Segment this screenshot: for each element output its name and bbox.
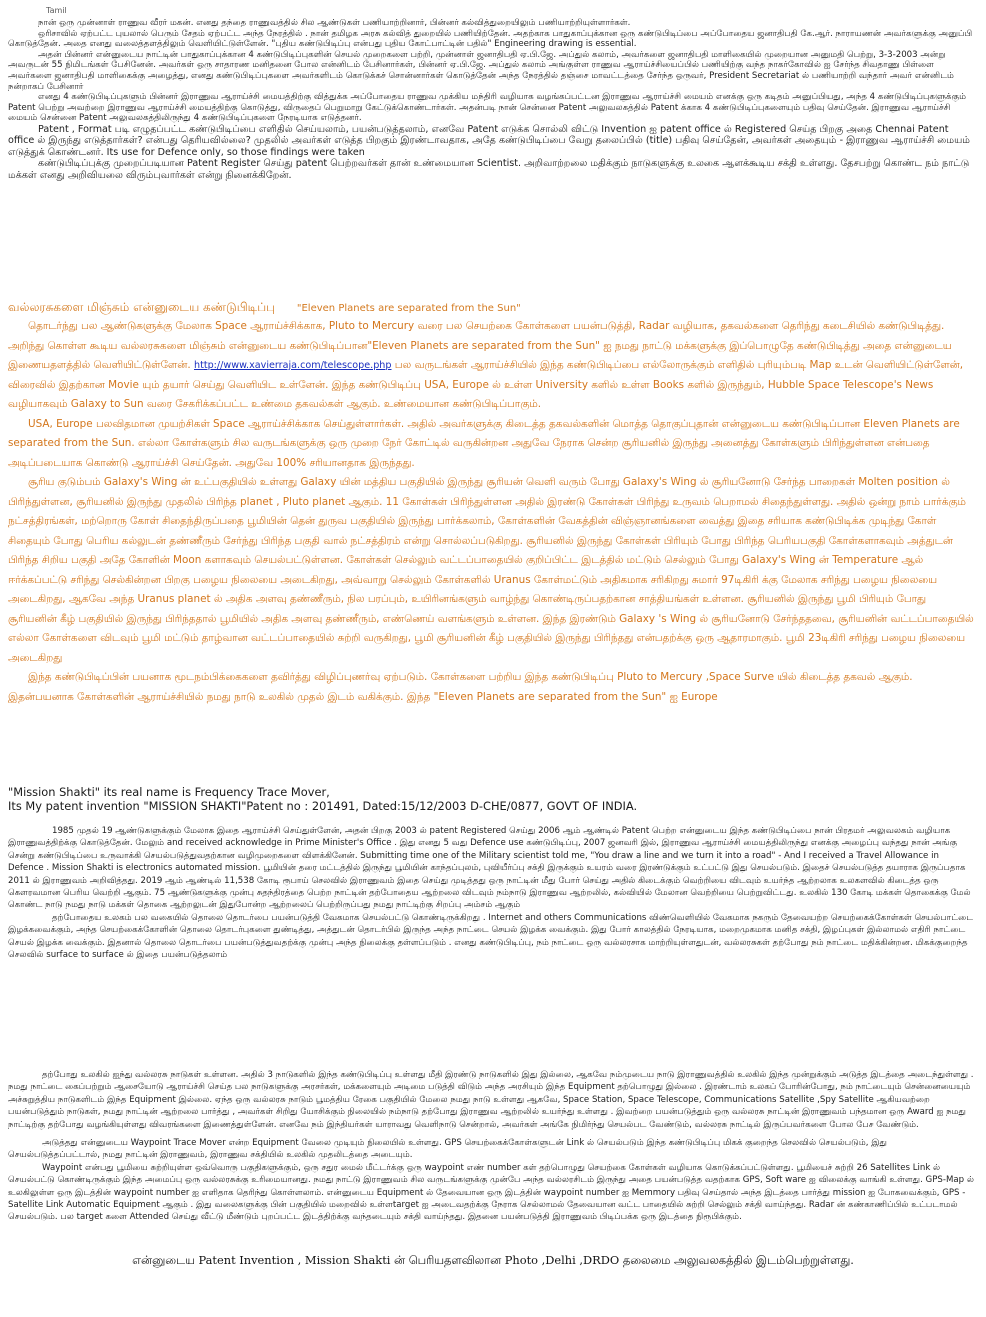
mission-section-continued: [8, 1069, 976, 1317]
intro-paragraph-4: எனது 4 கண்டுபிடிப்புகளும் பின்னர் இராணுவ ஆராய்ச்சி மையத்திற்கு வித்துக்க அப்போதைய ராணுவ முக்கிய மந்திரி வழியாக வழங்கப்பட்டன இராணுவ ஆராய்ச்சி மையம் எனக்கு ஒரு கடிதம் அனுப்பியது, அந்த 4 கண்டுபிடிப்புகளுக்கும் Patent பெற்று அவற்றை இராணுவ ஆராய்ச்சி மையத்திற்கு கொடுத்து, விருதைப் பெறுமாறு கேட்டுக்கொண்டார்கள். அதன்படி நான் சென்னை Patent அலுவலகத்தில் Patent க்காக 4 கண்டுபிடிப்புகளையும் பதிவு செய்தேன். இராணுவ ஆராய்ச்சி மையம் சென்னை Patent அலுவலகத்திலிருந்து 4 கண்டுபிடிப்புகளை நேரடியாக எடுத்தனர்.: [8, 92, 967, 124]
intro-paragraph-1: நான் ஒரு முன்னாள் ராணுவ வீரர் மகன். எனது தந்தை ராணுவத்தில் சில ஆண்டுகள் பணியாற்றினார், பின்னர் கல்வித்துறையிலும் பணியாற்றியுள்ளார்கள்.: [38, 18, 631, 28]
intro-paragraph-2: ஒரிசாவில் ஏற்பட்ட புயலால் பெரும் சேதம் ஏற்பட்ட அந்த நேரத்தில் . நான் தமிழக அரசு கல்வித் துறையில் பணியிற்தேன். அதற்காக பாதுகாப்புக்கான ஒரு கண்டுபிடிப்பை அப்போதைய ஜனாதிபதி கே.ஆர். நாராயணன் அவர்களுக்கு அனுப்பி கொடுத்தேன். அதை எனது வலைத்தளத்திலும் வெளியிட்டுள்ளேன். "புதிய கண்டுபிடிப்பு என்பது புதிய கோட்பாட்டின் பதில்" Engineering drawing is essential.: [8, 28, 973, 50]
intro-paragraph-6: கண்டுபிடிப்புக்கு முறைப்படியான Patent Register செய்து patent பெற்றவர்கள் தான் உண்மையான Scientist. அறிவாற்றலை மதிக்கும் நாடுகளுக்கு உலகை ஆளக்கூடிய சக்தி உள்ளது. தேசபற்று கொண்ட நம் நாட்டு மக்கள் எனது அறிவியலை விரும்புவார்கள் என்று நினைக்கிறேன்.: [8, 158, 970, 181]
spacer: [8, 813, 976, 825]
mission-paragraph-3: தற்போது உலகில் ஐந்து வல்லரசு நாடுகள் உள்ளன. அதில் 3 நாடுகளில் இந்த கண்டுபிடிப்பு உள்ளது மீதி இரண்டு நாடுகளில் இது இல்லை, ஆகவே நம்முடைய நாடு இராணுவத்தில் உலகில் இந்த முன்றுக்கும் அடுத்த இடத்தை அடைந்துள்ளது . நமது நாட்டை கைப்பற்றும் ஆசையோடு ஆராய்ச்சி செய்த பல நாடுகளுக்கு அரசர்கள், மக்களையும் அடிமை படுத்தி விடும் அந்த அரசியும் இந்த Equipment தற்பொழுது இல்லை . இரண்டாம் உலகப் போரின்போது, நம் நாட்டையும் சென்னையையும் அச்சுறுத்திய நாடுகளிடம் இந்த Equipment இல்லை. ஏந்த ஒரு வல்லரசு நாடும் பூமத்திய ரேகை பகுதியில் மேலை நமது நாடு உள்ளது ஆகவே, Space Station, Space Telescope, Communications Satellite ,Spy Satellite ஆகியவற்றை பயன்படுத்தும் நாடுகள், நமது நாட்டின் ஆற்றலை பார்த்து , அவர்கள் சிறிது யோசிக்கும் நிலையில் நம்நாடு தற்போது இராணுவ ஆற்றலில் உயர்ந்து உள்ளது . இவற்றை பயன்படுத்தும் ஒரு வல்லரசு நாட்டின் இராணுவம் பந்தமான ஒரு Award ஐ நமது நாட்டிற்கு தற்போது வழங்கியுள்ளது விவரங்களை இணைத்துள்ளேன். எனவே நம் இந்தியர்கள் யாராவது வெளிநாடு சென்றால், அவர்கள் அங்கே நிமிர்ந்து செயல்பட வேண்டும், வல்லரசு நாட்டில் இருப்பவர்களை போல பேச வேண்டும்.: [8, 1070, 974, 1130]
planets-paragraph-3: சூரிய குடும்பம் Galaxy's Wing ன் உட்பகுதியில் உள்ளது Galaxy யின் மத்திய பகுதியில் இருந்து சூரியன் வெளி வரும் போது Galaxy's Wing ல் சூரியனோடு சேர்ந்த பாறைகள் Molten position ல் பிரிந்துள்ளன, சூரியனில் இருந்து முதலில் பிரிந்த planet , Pluto planet ஆகும். 11 கோள்கள் பிரிந்துள்ளன அதில் இரண்டு கோள்கள் பிரிந்து உருவம் பெறாமல் சிதைந்துள்ளது. அதில் ஒன்று நாம் பார்க்கும் நட்சத்திரங்கள், மற்றொரு கோள் சிதைந்திருப்பதை பூமியின் தென் துருவ பகுதியில் இருந்து பார்க்கலாம், கோள்களின் வேகத்தின் விஞ்ஞானங்களை வைத்து இதை சரியாக கண்டுபிடிக்க முடிந்து கோள் சிதையும் போது பெரிய கல்லுடன் தண்ணீரும் சேர்ந்து பிரிந்த பகுதி வால் நட்சத்திரம் என்று சொல்லப்படுகிறது. சூரியனில் இருந்து கோள்கள் பிரியும் போது பிரிந்த பெரியபகுதி கோள்களாகவும் அத்துடன் பிரிந்த சிறிய பகுதி அதே கோளின் Moon களாகவும் செயல்பட்டுள்ளன. கோள்கள் செல்லும் வட்டப்பாதையில் குறிப்பிட்ட இடத்தில் மட்டும் செல்லும் போது Galaxy's Wing ன் Temperature ஆல் ஈர்க்கப்பட்டு சரிந்து செல்கின்றன பிறகு பழைய நிலையை அடைகிறது, அவ்வாறு செல்லும் கோள்களில் Uranus கோள்மட்டும் அதிகமாக சரிகிறது சுமார் 97டிகிரி க்கு மேலாக சரிந்து பழைய நிலையை அடைகிறது, ஆகவே அந்த Uranus planet ல் அதிக அளவு தண்ணீரும், நில பரப்பும், உயிரினங்களும் வாழ்ந்து கொண்டிருப்பதற்கான சாத்தியங்கள் உள்ளன. சூரியனில் இருந்து பூமி பிரியும் போது சூரியனின் கீழ் பகுதியில் இருந்து பிரிந்ததால் பூமியில் அதிக அளவு தண்ணீரும், எண்ணெய் வளங்களும் உள்ளன. இந்த இரண்டும் Galaxy 's Wing ல் சூரியனோடு சேர்ந்ததவை, சூரியனின் வட்டப்பாதையில் எல்லா கோள்களை விடவும் பூமி மட்டும் தாழ்வான வட்டப்பாதையில் சுற்றி வருகிறது, பூமி சூரியனின் கீழ் பகுதியில் இருந்து பிரிந்தது என்பதற்க்கு ஒரு ஆதாரமாகும். பூமி 23டிகிரி சரிந்து பழைய நிலையை அடைகிறது: [8, 476, 974, 664]
mission-paragraph-1: 1985 முதல் 19 ஆண்டுகளுக்கும் மேலாக இதை ஆராய்ச்சி செய்துள்ளேன், அதன் பிறகு 2003 ல் patent Registered செய்து 2006 ஆம் ஆண்டில் Patent பெற்ற என்னுடைய இந்த கண்டுபிடிப்பை நான் பிரதமர் அலுவலகம் வழியாக இராணுவத்திற்க்கு கொடுத்தேன். மேலும் and received acknowledge in Prime Minister's Office . இது எனது 5 வது Defence use கண்டுபிடிப்பு, 2007 ஜனவரி இல், இராணுவ ஆராய்ச்சி மையத்திலிருந்து எனக்கு அழைப்பு வந்தது நான் அங்கு சென்று கண்டுபிடிப்பை உருவாக்கி செயல்படுத்துவதற்கான வழிமுறைகளை விளக்கினேன். Submitting time one of the Military scientist told me, "You draw a line and we turn it into a road" - And I received a Travel Allowance in Defence . Mission Shakti is electronics automated mission. பூமியின் தரை மட்டத்தில் இருந்து பூமியின் காந்தப்புலம், புவியீர்ப்பு சக்தி இருக்கும் உயரம் வரை இரண்டுக்கும் உட்பட்டு இது செயல்படும். இதைச் செயல்படுத்த தயாராக இருப்பதாக 2011 ல் இராணுவம் அறிவித்தது. 2019 ஆம் ஆண்டில் 11,538 கோடி ரூபாய் செலவில் இராணுவம் இதை செய்து முடித்தது ஒரு நாட்டின் மீது போர் செய்து அதில் கிடைக்கும் வெற்றியை விடவும் உயர்ந்த ஆற்றலாக உலகளவில் கிடைத்த ஒரு கௌரவமான பெரிய வெற்றி ஆகும். 75 ஆண்டுகளுக்கு முன்பு சுதந்திரத்தை பெற்ற நாட்டின் தற்போதைய ஆற்றலை விடவும் நம்நாடு இராணுவ ஆற்றலில், கல்வியில் மேலான வெற்றியை பெற்றுவிட்டது. உலகில் 130 கோடி மக்கள் தொகைக்கு மேல் கொண்ட நாடு நமது நாடு மக்கள் தொகை ஆற்றலுடன் இதுபோன்ற ஆற்றலைப் பெற்றிருப்பது நமது நாட்டிற்கு சிறப்பு அம்சம் ஆகும்: [8, 826, 971, 911]
planets-paragraph-2: USA, Europe பலவிதமான முயற்சிகள் Space ஆராய்ச்சிக்காக செய்துள்ளார்கள். அதில் அவர்களுக்கு கிடைத்த தகவல்களின் மொத்த தொகுப்புதான் என்னுடைய கண்டுபிடிப்பான Eleven Planets are separated from the Sun. எல்லா கோள்களும் சில வருடங்களுக்கு ஒரு முறை நேர் கோட்டில் வருகின்றன அதுவே நேராக சென்ற சூரியனில் இருந்து அனைத்து கோள்களும் பிரிந்துள்ளன என்பதை அடிப்படையாக கொண்டு ஆராய்ச்சி செய்தேன். அதுவே 100% சரியானதாக இருந்தது.: [8, 417, 960, 469]
mission-section: [8, 785, 976, 1063]
planets-paragraph-1-text-a: தொடர்ந்து பல ஆண்டுகளுக்கு மேலாக Space ஆராய்ச்சிக்காக, Pluto to Mercury வரை பல செயற்கை கோள்களை பயன்படுத்தி, Radar வழியாக, தகவல்களை தெரிந்து கடைசியில் கண்டுபிடித்து. அறிந்து கொள்ள கூடிய வல்லரசுகளை மிஞ்சும் என்னுடைய கண்டுபிடிப்பான"Eleven Planets are separated from the Sun" ஐ நமது நாட்டு மக்களுக்கு இப்பொழுதே கண்டுபிடித்து அதை என்னுடைய இணையதளத்தில் வெளியிட்டுள்ளேன்.: [8, 320, 952, 371]
planets-heading-tamil: வல்லரசுகளை மிஞ்சும் என்னுடைய கண்டுபிடிப்பு: [8, 300, 276, 314]
planets-section: [8, 299, 976, 769]
mission-paragraph-5: Waypoint என்பது பூமியை சுற்றியுள்ள ஒவ்வொரு பகுதிகளுக்கும், ஒரு சதுர மைல் மீட்டர்க்கு ஒரு waypoint எண் number கள் தற்பொழுது செயற்கை கோள்கள் வழியாக கொடுக்கப்பட்டுள்ளது. பூமியைச் சுற்றி 26 Satellites Link ல் செயல்பட்டு கொண்டிருக்கும் இந்த அமைப்பு ஒரு வல்லரசுக்கு உரிமையானது. நமது நாட்டு இராணுவம் சில வருடங்களுக்கு முன்பே அந்த வல்லரசிடம் இருந்து அதை பயன்படுத்த வதற்காக GPS, Soft ware ஐ விலைக்கு வாங்கி உள்ளது. GPS-Map ல் உலகிலுள்ள ஒரு இடத்தின் waypoint number ஐ எளிதாக தெரிந்து கொள்ளலாம். என்னுடைய Equipment ல் தேவையான ஒரு இடத்தின் waypoint number ஐ Memmory பதிவு செய்தால் அந்த இடத்தை பார்த்து mission ஐ போகவைக்கும், GPS -Satellite Link Automatic Equipment ஆகும் . இது வலைகளுக்கு பின் பகுதியில் மறைவில் உள்ளtarget ஐ அடைவதற்க்கு நேராக செல்லாமல் தேவையான வட்ட பாதையில் சுற்றி செல்லும் சக்தி வாய்ந்தது. Radar ன் கண்காணிப்பில் உட்படாமல் செயல்படும். பல target களை Attended செய்து வீட்டு மீண்டும் புறப்பட்ட இடத்திற்க்கு வந்தடையும் சக்தி வாய்ந்தது. இதனை பயன்படுத்தி இராணுவம் பிடிப்பக்க ஒரு இடத்தை நிரூபிக்கும்.: [8, 1162, 974, 1223]
planets-paragraph-1-text-b: பல வருடங்கள் ஆராய்ச்சியில் இந்த கண்டுபிடிப்பை எல்லோருக்கும் எளிதில் புரியும்படி Map உடன் வெளியிட்டுள்ளேன், விரைவில் இதற்கான Movie யும் தயார் செய்து வெளியிட உள்ளேன். இந்த கண்டுபிடிப்பு USA, Europe ல் உள்ள University களில் உள்ள Books களில் இருந்தும், Hubble Space Telescope's News வழியாகவும் Galaxy to Sun வரை சேகரிக்கப்பட்ட உண்மை தகவல்கள் ஆகும். உண்மையான கண்டுபிடிப்பாகும்.: [8, 359, 964, 410]
planets-heading: [8, 299, 976, 317]
mission-paragraph-4: அடுத்தது என்னுடைய Waypoint Trace Mover என்ற Equipment வேலை முடியும் நிலையில் உள்ளது. GPS செயற்கைக்கோள்களுடன் Link ல் செயல்படும் இந்த கண்டுபிடிப்பு மிகக் குறைந்த செலவில் செயல்படும், இது செயல்படுத்தப்பட்டால், நமது நாட்டின் இராணுவம், இராணுவ சக்தியில் உலகில் முதலிடத்தை அடையும்.: [8, 1138, 888, 1161]
telescope-link[interactable]: http://www.xavierraja.com/telescope.php: [193, 360, 392, 371]
intro-section: [8, 18, 976, 271]
planets-paragraph-4: இந்த கண்டுபிடிப்பின் பயனாக மூடநம்பிக்கைகளை தவிர்த்து விழிப்புணர்வு ஏற்படும். கோள்களை பற்றிய இந்த கண்டுபிடிப்பு Pluto to Mercury ,Space Surve யில் கிடைத்த தகவல் ஆகும். இதன்பயனாக கோள்களின் ஆராய்ச்சியில் நமது நாடு உலகில் முதல் இடம் வகிக்கும். இந்த "Eleven Planets are separated from the Sun" ஐ Europe: [8, 671, 913, 703]
mission-paragraph-2: தற்போதைய உலகம் பல வகையில் தொலை தொடர்பை பயன்படுத்தி வேகமாக செயல்பட்டு கொண்டிருக்கிறது . Internet and others Communications விண்வெளியில் வேகமாக நகரும் தேவையற்ற செயற்கைக்கோள்கள் செயல்பாட்டை இழக்கவைக்கும், அந்த செயற்கைக்கோளின் தொலை தொடர்புகளை துண்டித்து, அத்துடன் தொடர்பில் இருந்த அந்த நாட்டை செயல் இழக்க வைக்கும். இது போர் காலத்தில் நேரடியாக, மறைமுகமாக மனித சக்தி, இழப்புகள் இல்லாமல் எதிரி நாட்டை செயல் இழக்க வைக்கும். இதனால் தொலை தொடர்பை பயன்படுத்துவதற்க்கு முன்பு அந்த நிலைக்கு தள்ளப்படும் . எனது கண்டுபிடிப்பு, நம் நாட்டை ஒரு வல்லரசாக மாற்றியுள்ளதுடன், வல்லரசுகள் தற்போது நம் நாட்டை மதிக்கின்றன. மிகக்குறைந்த செலவில் surface to surface ல் இதை பயன்படுத்தலாம்: [8, 912, 974, 961]
mission-title-line-1: "Mission Shakti" its real name is Frequency Trace Mover,: [8, 785, 330, 799]
intro-paragraph-3: அதன் பின்னர் என்னுடைய நாட்டின் பாதுகாப்புக்கான 4 கண்டுபிடிப்புகளின் செயல் முறைகளை பற்றி, முன்னாள் ஜனாதிபதி ஏ.பி.ஜே. அப்துல் கலாம், அவர்களை ஜனாதிபதி மாளிகையில் முறையான அனுமதி பெற்று, 3-3-2003 அன்று அவருடன் 55 நிமிடங்கள் பேசினேன். அவர்கள் ஒரு சாதாரண மனிதனை போல என்னிடம் பேசினார்கள், பின்னர் ஏ.பி.ஜே. அப்துல் கலாம் அங்குள்ள ராணுவ ஆராய்ச்சியைப்பில் பணியிற்கு வந்த நாகர்கோவில் ஐ சேர்ந்த சிவதாணு பிள்ளை அவர்களை ஜனாதிபதி மாளிகைக்கு அழைத்து, எனது கண்டுபிடிப்புகளை அவர்களிடம் கொடுக்கச் சொன்னார்கள் கொடுத்தேன் அந்த நேரத்தில் தஞ்சை மாவட்டத்தை சேர்ந்த ஒருவர், President Secretariat ல் பணியாற்றி வந்தார் அவர் என்னிடம் நன்றாகப் பேசினார்: [8, 49, 954, 92]
footer-caption: என்னுடைய Patent Invention , Mission Shakti ன் பெரியதளவிலான Photo ,Delhi ,DRDO தலைமை அலுவலகத்தில் இடம்பெற்றுள்ளது.: [132, 1253, 854, 1267]
planets-paragraph-1: [8, 317, 976, 415]
planets-heading-english: "Eleven Planets are separated from the Sun": [296, 303, 521, 314]
intro-paragraph-5: Patent , Format படி எழுதப்பட்ட கண்டுபிடிப்பை எளிதில் செய்யலாம், பயன்படுத்தலாம், எனவே Patent எடுக்க சொல்லி விட்டு Invention ஐ patent office ல் Registered செய்த பிறகு அதை Chennai Patent office ல் இருந்து எடுத்தார்கள்? என்பது தெரியவில்லை? முதலில் அவர்கள் எடுத்த பிறகும் இரண்டாவதாக, அதே கண்டுபிடிப்பை வேறு தலைப்பில் (title) பதிவு செய்தேன், அவர்கள் அதையும் - இராணுவ ஆராய்ச்சி மையம் எடுத்துக் கொண்டனர். Its use for Defence only, so those findings were taken: [8, 123, 971, 158]
language-label: Tamil: [46, 6, 67, 15]
mission-title-line-2: Its My patent invention "MISSION SHAKTI"Patent no : 201491, Dated:15/12/2003 D-CHE/0877, GOVT OF INDIA.: [8, 799, 638, 813]
